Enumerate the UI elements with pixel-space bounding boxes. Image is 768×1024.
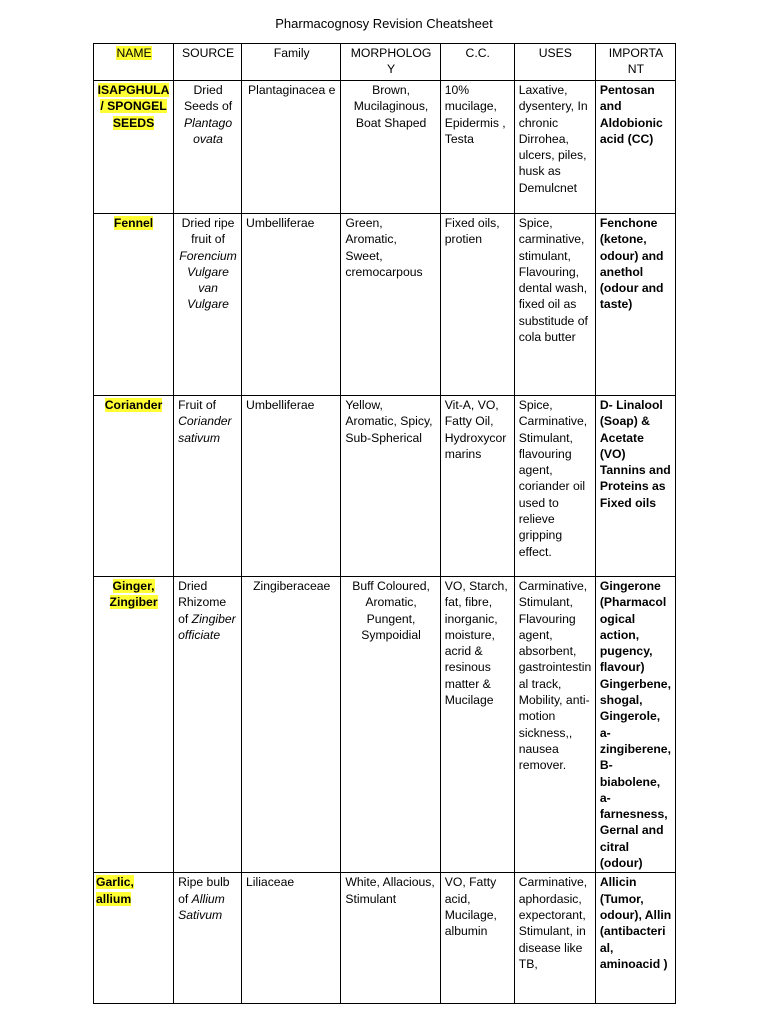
source-text: Dried Seeds of bbox=[184, 83, 233, 114]
header-row bbox=[94, 44, 676, 81]
cell-uses: Spice, Carminative, Stimulant, flavouring agent, coriander oil used to relieve gripping effect. bbox=[514, 396, 595, 577]
cell-source bbox=[174, 214, 242, 396]
cell-source bbox=[174, 577, 242, 873]
cell-morphology: Yellow, Aromatic, Spicy, Sub-Spherical bbox=[341, 396, 440, 577]
source-text: Ripe bulb of bbox=[178, 875, 230, 906]
cell-family: Liliaceae bbox=[242, 873, 341, 1004]
cell-important: Gingerone (Pharmacological action, pugency, flavour) Gingerbene, shogal, Gingerole, a-zingiberene, B-biabolene, a-farnesness, Gernal and citral (odour) bbox=[595, 577, 675, 873]
cell-uses: Carminative, Stimulant, Flavouring agent, absorbent, gastrointestinal track, Mobility, anti-motion sickness,, nausea remover. bbox=[514, 577, 595, 873]
document-title: Pharmacognosy Revision Cheatsheet bbox=[275, 16, 493, 31]
source-text: Fruit of bbox=[178, 398, 217, 412]
cell-cc: Vit-A, VO, Fatty Oil, Hydroxycormarins bbox=[440, 396, 514, 577]
cell-morphology: Buff Coloured, Aromatic, Pungent, Sympoidial bbox=[341, 577, 440, 873]
table-row bbox=[94, 214, 676, 396]
table-row bbox=[94, 873, 676, 1004]
cell-name bbox=[94, 214, 174, 396]
cell-family: Plantaginacea e bbox=[242, 81, 341, 214]
source-species: Zingiber officiate bbox=[178, 611, 236, 642]
source-species: Coriander sativum bbox=[178, 414, 232, 445]
cell-name bbox=[94, 81, 174, 214]
cell-name bbox=[94, 396, 174, 577]
cell-morphology: White, Allacious, Stimulant bbox=[341, 873, 440, 1004]
cell-cc: Fixed oils, protien bbox=[440, 214, 514, 396]
cell-cc: VO, Starch, fat, fibre, inorganic, moisture, acrid & resinous matter & Mucilage bbox=[440, 577, 514, 873]
cell-cc: 10% mucilage, Epidermis , Testa bbox=[440, 81, 514, 214]
cell-source bbox=[174, 81, 242, 214]
cell-cc: VO, Fatty acid, Mucilage, albumin bbox=[440, 873, 514, 1004]
cell-important: D- Linalool (Soap) & Acetate (VO) Tannins and Proteins as Fixed oils bbox=[595, 396, 675, 577]
header-morphology: MORPHOLOG Y bbox=[341, 44, 440, 81]
cell-family: Zingiberaceae bbox=[242, 577, 341, 873]
source-species: Forencium Vulgare van Vulgare bbox=[179, 248, 237, 312]
drug-name: ISAPGHULA / SPONGEL SEEDS bbox=[97, 83, 170, 130]
cell-important: Allicin (Tumor, odour), Allin (antibacterial, aminoacid ) bbox=[595, 873, 675, 1004]
table-row bbox=[94, 81, 676, 214]
cell-uses: Carminative, aphordasic, expectorant, Stimulant, in disease like TB, bbox=[514, 873, 595, 1004]
header-important: IMPORTA NT bbox=[595, 44, 675, 81]
cell-family: Umbelliferae bbox=[242, 214, 341, 396]
header-uses: USES bbox=[514, 44, 595, 81]
cell-uses: Spice, carminative, stimulant, Flavouring, dental wash, fixed oil as substitude of cola butter bbox=[514, 214, 595, 396]
drug-name: Ginger, Zingiber bbox=[109, 579, 158, 610]
table-row bbox=[94, 396, 676, 577]
header-source: SOURCE bbox=[174, 44, 242, 81]
cell-name bbox=[94, 577, 174, 873]
drug-name: Fennel bbox=[113, 216, 154, 230]
source-text: Dried ripe fruit of bbox=[181, 216, 235, 247]
drug-name: Garlic, allium bbox=[96, 875, 134, 906]
cell-important: Pentosan and Aldobionic acid (CC) bbox=[595, 81, 675, 214]
cell-morphology: Green, Aromatic, Sweet, cremocarpous bbox=[341, 214, 440, 396]
cell-family: Umbelliferae bbox=[242, 396, 341, 577]
header-family: Family bbox=[242, 44, 341, 81]
source-species: Plantago ovata bbox=[183, 115, 233, 146]
cell-source bbox=[174, 873, 242, 1004]
cell-name bbox=[94, 873, 174, 1004]
cell-important: Fenchone (ketone, odour) and anethol (odour and taste) bbox=[595, 214, 675, 396]
source-species: Allium Sativum bbox=[178, 891, 225, 922]
header-cc: C.C. bbox=[440, 44, 514, 81]
header-name bbox=[94, 44, 174, 81]
cell-source bbox=[174, 396, 242, 577]
source-text: Dried Rhizome of bbox=[178, 579, 227, 626]
header-name-label: NAME bbox=[116, 46, 152, 60]
cell-morphology: Brown, Mucilaginous, Boat Shaped bbox=[341, 81, 440, 214]
cheatsheet-table bbox=[93, 43, 676, 1004]
cell-uses: Laxative, dysentery, In chronic Dirrohea, ulcers, piles, husk as Demulcnet bbox=[514, 81, 595, 214]
table-row bbox=[94, 577, 676, 873]
drug-name: Coriander bbox=[104, 398, 163, 412]
